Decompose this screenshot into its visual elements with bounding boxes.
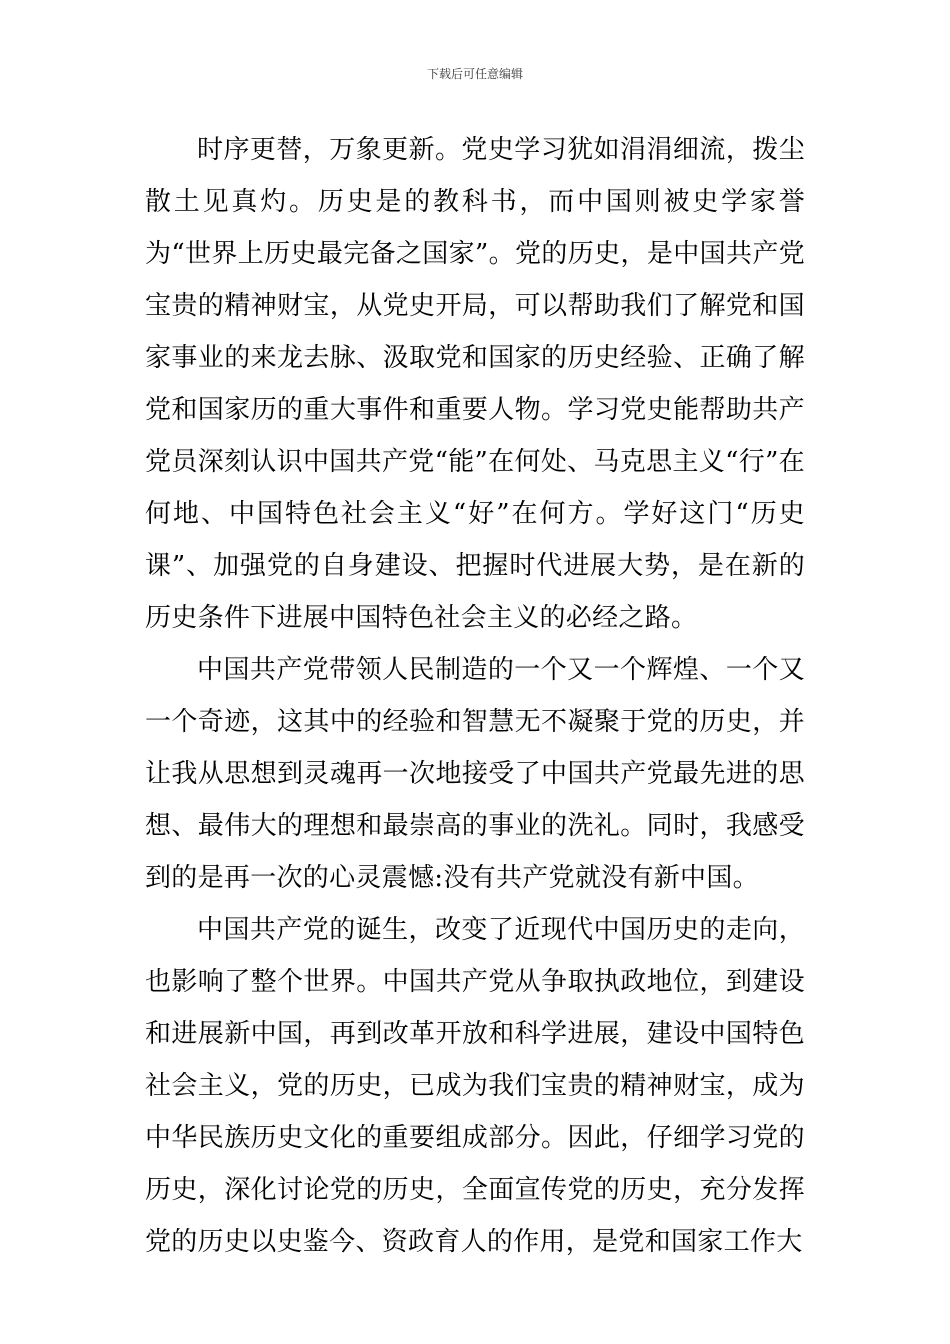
paragraph-1: 时序更替，万象更新。党史学习犹如涓涓细流，拨尘散土见真灼。历史是的教科书，而中国则被史学家誉为“世界上历史最完备之国家”。党的历史，是中国共产党宝贵的精神财宝，从党史开局，可以帮助我们了解党和国家事业的来龙去脉、汲取党和国家的历史经验、正确了解党和国家历的重大事件和重要人物。学习党史能帮助共产党员深刻认识中国共产党“能”在何处、马克思主义“行”在何地、中国特色社会主义“好”在何方。学好这门“历史课”、加强党的自身建设、把握时代进展大势，是在新的历史条件下进展中国特色社会主义的必经之路。 — [145, 135, 805, 633]
paragraph-3: 中国共产党的诞生，改变了近现代中国历史的走向，也影响了整个世界。中国共产党从争取执政地位，到建设和进展新中国，再到改革开放和科学进展，建设中国特色社会主义，党的历史，已成为我们宝贵的精神财宝，成为中华民族历史文化的重要组成部分。因此，仔细学习党的历史，深化讨论党的历史，全面宣传党的历史，充分发挥党的历史以史鉴今、资政育人的作用，是党和国家工作大 — [145, 915, 805, 1257]
page-header-note: 下载后可任意编辑 — [426, 67, 523, 81]
paragraph-2: 中国共产党带领人民制造的一个又一个辉煌、一个又一个奇迹，这其中的经验和智慧无不凝聚于党的历史，并让我从思想到灵魂再一次地接受了中国共产党最先进的思想、最伟大的理想和最崇高的事业的洗礼。同时，我感受到的是再一次的心灵震憾:没有共产党就没有新中国。 — [145, 655, 805, 893]
document-body — [145, 124, 805, 1268]
